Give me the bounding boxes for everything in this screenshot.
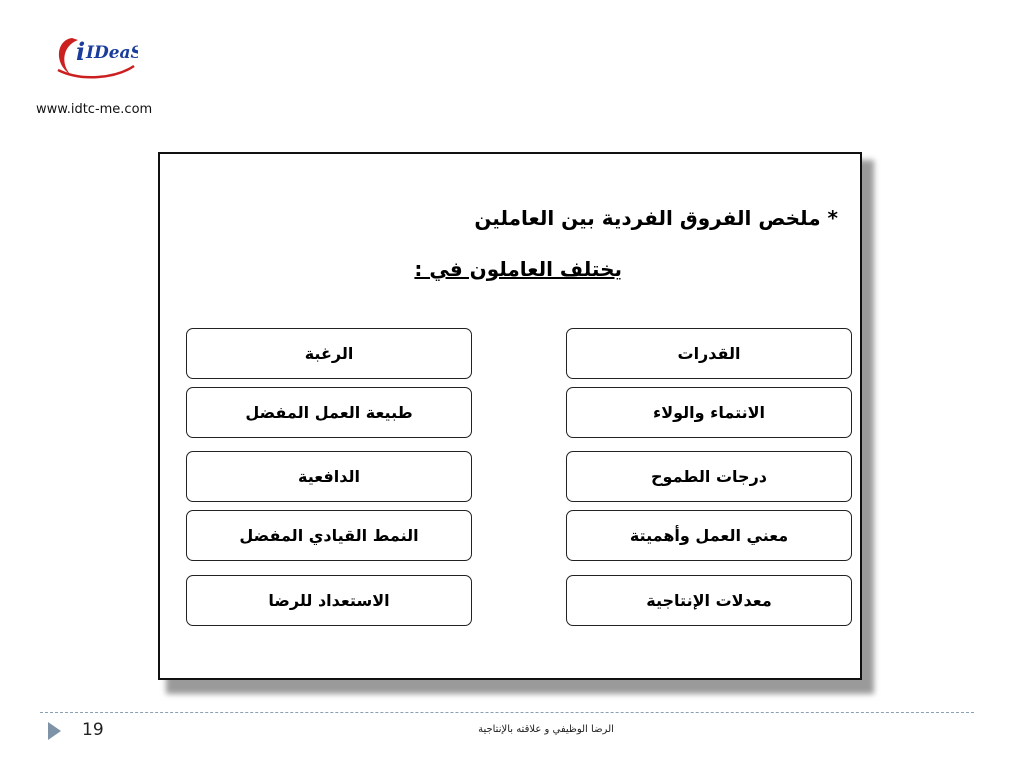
slide-title: * ملخص الفروق الفردية بين العاملين [474, 206, 838, 230]
item-productivity-rates: معدلات الإنتاجية [566, 575, 852, 626]
footer-caption: الرضا الوظيفي و علاقته بالإنتاجية [478, 724, 614, 735]
item-belonging-loyalty: الانتماء والولاء [566, 387, 852, 438]
item-abilities: القدرات [566, 328, 852, 379]
item-ambition-levels: درجات الطموح [566, 451, 852, 502]
item-motivation: الدافعية [186, 451, 472, 502]
content-frame [158, 152, 862, 680]
svg-text:i: i [76, 37, 86, 66]
ideas-logo [52, 30, 138, 82]
item-desire: الرغبة [186, 328, 472, 379]
page-number: 19 [82, 720, 104, 740]
slide-subtitle: يختلف العاملون في : [414, 257, 622, 281]
item-readiness-satisfaction: الاستعداد للرضا [186, 575, 472, 626]
item-preferred-work-nature: طبيعة العمل المفضل [186, 387, 472, 438]
item-work-meaning: معني العمل وأهميتة [566, 510, 852, 561]
item-preferred-leadership-style: النمط القيادي المفضل [186, 510, 472, 561]
footer-divider [40, 712, 974, 713]
play-arrow-icon [48, 722, 61, 740]
svg-text:IDeaS: IDeaS [86, 43, 138, 63]
website-url[interactable]: www.idtc-me.com [36, 102, 153, 117]
